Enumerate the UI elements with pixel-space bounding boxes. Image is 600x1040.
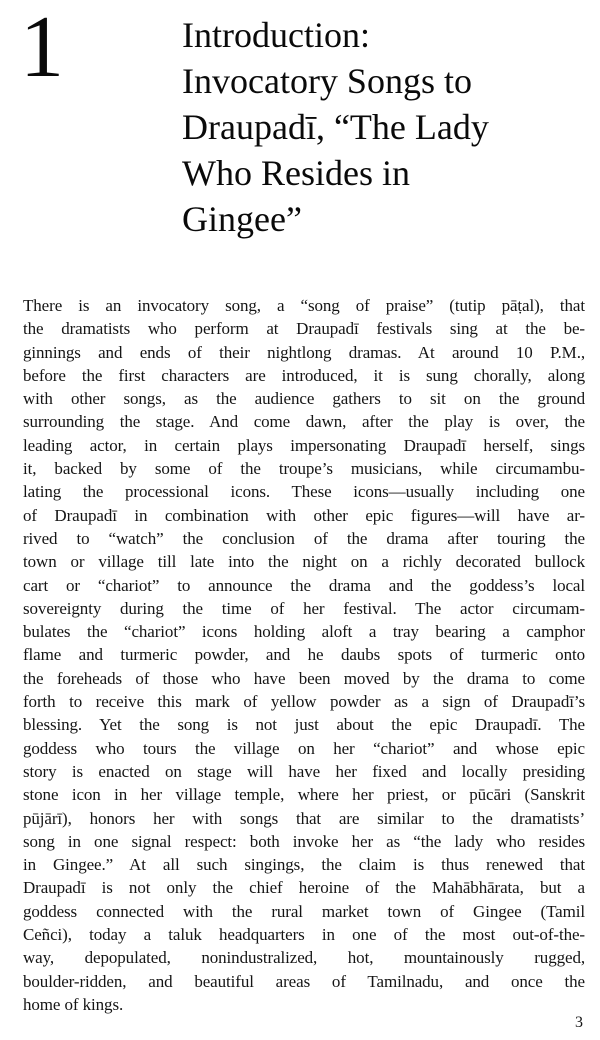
body-line: There is an invocatory song, a “song of praise” (tutip pāṭal), that [23,296,585,315]
body-line: forth to receive this mark of yellow powder as a sign of Draupadī’s [23,692,585,712]
body-line: lating the processional icons. These icons—usually including one [23,482,585,502]
body-line: rived to “watch” the conclusion of the drama after touring the [23,528,585,548]
body-line: stone icon in her village temple, where her priest, or pūcāri (Sanskrit [23,785,585,805]
body-line: before the first characters are introduced, it is sung chorally, along [23,365,585,385]
body-line: home of kings. [23,994,124,1014]
body-line: Ceñci), today a taluk headquarters in one of the most out-of-the- [23,925,585,945]
body-line: with other songs, as the audience gathers to sit on the ground [23,389,585,409]
body-line: the dramatists who perform at Draupadī festivals sing at the be- [23,319,585,339]
body-line: way, depopulated, nonindustralized, hot, mountainously rugged, [23,948,585,968]
chapter-title-line: Draupadī, “The Lady [182,107,489,147]
body-line: ginnings and ends of their nightlong dramas. At around 10 P.M., [23,342,585,362]
body-line: in Gingee.” At all such singings, the claim is thus renewed that [23,855,585,875]
body-line: song in one signal respect: both invoke her as “the lady who resides [23,831,585,851]
chapter-title-line: Gingee” [182,199,302,239]
body-line: story is enacted on stage will have her fixed and locally presiding [23,761,585,781]
body-line: it, backed by some of the troupe’s musicians, while circumambu- [23,459,585,479]
chapter-number: 1 [20,0,64,96]
body-line: boulder-ridden, and beautiful areas of Tamilnadu, and once the [23,971,585,991]
body-line: Draupadī is not only the chief heroine of the Mahābhārata, but a [23,878,585,898]
body-line: bulates the “chariot” icons holding aloft a tray bearing a camphor [23,622,585,642]
body-paragraph [23,294,585,1016]
body-line: goddess who tours the village on her “chariot” and whose epic [23,738,585,758]
body-line: town or village till late into the night on a richly decorated bullock [23,552,585,572]
chapter-title-line: Who Resides in [182,153,410,193]
body-line: blessing. Yet the song is not just about the epic Draupadī. The [23,715,585,735]
body-line: cart or “chariot” to announce the drama and the goddess’s local [23,575,585,595]
body-line: flame and turmeric powder, and he daubs spots of turmeric onto [23,645,585,665]
body-line: the foreheads of those who have been moved by the drama to come [23,668,585,688]
body-line: sovereignty during the time of her festival. The actor circumam- [23,598,585,618]
body-line: surrounding the stage. And come dawn, after the play is over, the [23,412,585,432]
chapter-title-line: Introduction: [182,15,370,55]
body-line: leading actor, in certain plays impersonating Draupadī herself, sings [23,435,585,455]
chapter-title-line: Invocatory Songs to [182,61,472,101]
body-line: pūjārī), honors her with songs that are similar to the dramatists’ [23,808,585,828]
body-line: of Draupadī in combination with other epic figures—will have ar- [23,505,585,525]
chapter-title [182,12,582,242]
page-number: 3 [575,1014,583,1031]
body-line: goddess connected with the rural market town of Gingee (Tamil [23,901,585,921]
